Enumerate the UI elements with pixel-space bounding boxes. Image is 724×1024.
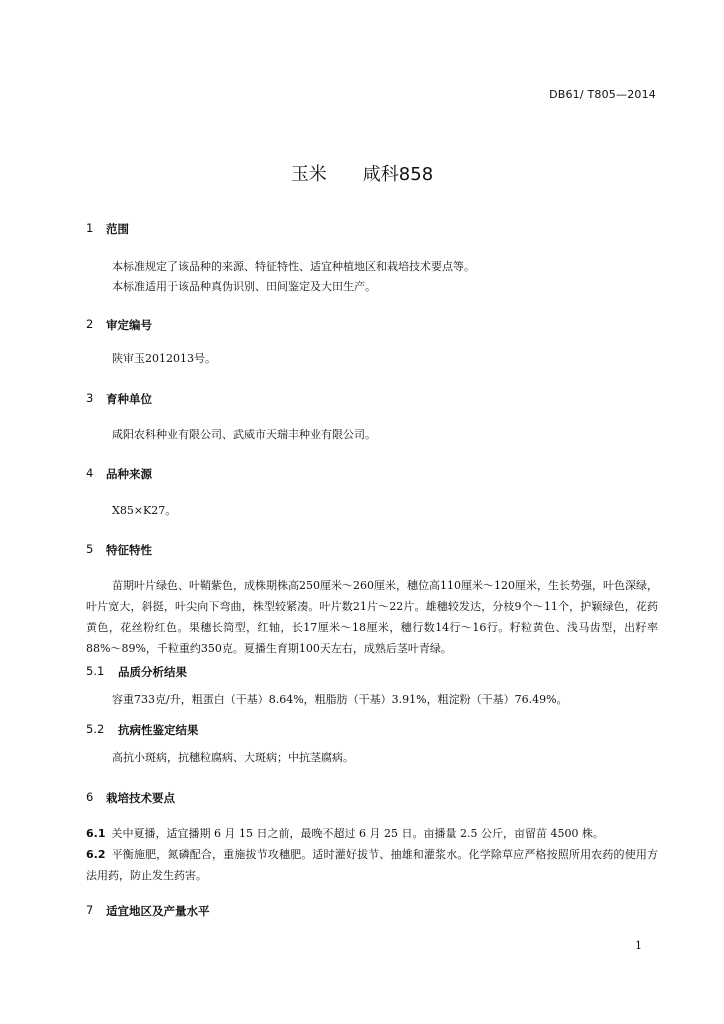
section-title: 抗病性鉴定结果 [118,723,199,737]
section-number: 7 [86,903,94,917]
section-5-2-heading [86,722,199,738]
section-number: 5 [86,542,94,556]
section-5-2-paragraph: 高抗小斑病，抗穗粒腐病、大斑病；中抗茎腐病。 [112,751,354,764]
page-number: 1 [635,939,642,952]
section-title: 适宜地区及产量水平 [106,904,210,918]
clause-6-1 [86,823,658,844]
section-1-heading [86,221,129,237]
clause-number: 6.1 [86,827,106,840]
section-number: 1 [86,221,94,235]
section-5-1-heading [86,664,187,680]
section-number: 5.1 [86,664,105,678]
section-4-paragraph: X85×K27。 [112,504,177,517]
section-title: 育种单位 [106,392,152,406]
section-5-heading [86,542,152,558]
section-title: 审定编号 [106,318,152,332]
standard-code: DB61/ T805—2014 [549,88,656,101]
clause-text: 平衡施肥，氮磷配合，重施拔节攻穗肥。适时灌好拔节、抽雄和灌浆水。化学除草应严格按照所用农药的使用方法用药，防止发生药害。 [86,848,658,882]
clause-text: 关中夏播，适宜播期 6 月 15 日之前，最晚不超过 6 月 25 日。亩播量 2.5 公斤，亩留苗 4500 株。 [111,827,604,840]
section-title: 品质分析结果 [118,665,187,679]
section-3-paragraph: 咸阳农科种业有限公司、武威市天瑞丰种业有限公司。 [112,428,376,441]
document-title: 玉米 咸科858 [290,164,434,185]
section-number: 4 [86,466,94,480]
section-3-heading [86,391,152,407]
section-6-clauses [86,823,658,886]
section-title: 品种来源 [106,467,152,481]
section-1-paragraph-1: 本标准规定了该品种的来源、特征特性、适宜种植地区和栽培技术要点等。 [112,260,475,273]
section-7-heading [86,903,210,919]
section-title: 特征特性 [106,543,152,557]
section-2-paragraph: 陕审玉2012013号。 [112,352,216,365]
section-2-heading [86,317,152,333]
section-6-heading [86,790,175,806]
section-title: 范围 [106,222,129,236]
section-number: 3 [86,391,94,405]
section-1-paragraph-2: 本标准适用于该品种真伪识别、田间鉴定及大田生产。 [112,280,376,293]
section-number: 6 [86,790,94,804]
clause-6-2 [86,844,658,886]
section-number: 2 [86,317,94,331]
section-number: 5.2 [86,722,105,736]
section-5-paragraph: 苗期叶片绿色、叶鞘紫色，成株期株高250厘米～260厘米，穗位高110厘米～120厘米，生长势强，叶色深绿，叶片宽大，斜挺，叶尖向下弯曲，株型较紧凑。叶片数21片～22片。雄穗较发达，分枝9个～11个，护颖绿色，花药黄色，花丝粉红色。果穗长筒型，红轴，长17厘米～18厘米，穗行数14行～16行。籽粒黄色、浅马齿型，出籽率88%～89%，千粒重约350克。夏播生育期100天左右，成熟后茎叶青绿。 [86,579,658,655]
section-4-heading [86,466,152,482]
section-title: 栽培技术要点 [106,791,175,805]
clause-number: 6.2 [86,848,106,861]
section-5-1-paragraph: 容重733克/升，粗蛋白（干基）8.64%，粗脂肪（干基）3.91%，粗淀粉（干基）76.49%。 [112,693,568,706]
